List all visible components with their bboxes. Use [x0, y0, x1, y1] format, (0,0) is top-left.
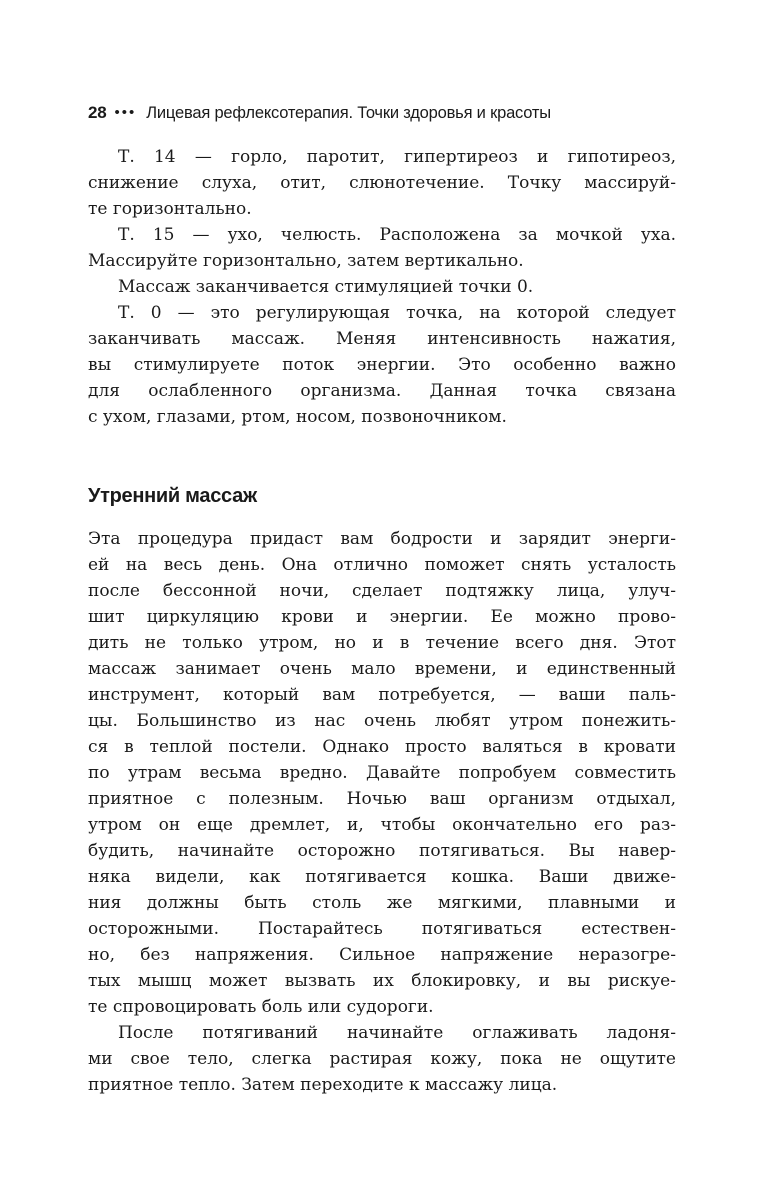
paragraph-block-morning-massage [88, 526, 676, 1098]
text-line: шит циркуляцию крови и энергии. Ее можно прово- [88, 607, 676, 627]
text-line: снижение слуха, отит, слюнотечение. Точку массируй- [88, 173, 676, 193]
text-line: после бессонной ночи, сделает подтяжку лица, улуч- [88, 581, 676, 601]
text-line: осторожными. Постарайтесь потягиваться естествен- [88, 919, 676, 939]
text-line: по утрам весьма вредно. Давайте попробуем совместить [88, 763, 676, 783]
text-line: Т. 14 — горло, паротит, гипертиреоз и гипотиреоз, [118, 147, 676, 167]
text-line: приятное тепло. Затем переходите к массажу лица. [88, 1075, 558, 1095]
text-line: тых мышц может вызвать их блокировку, и вы рискуе- [88, 971, 676, 991]
text-line: для ослабленного организма. Данная точка связана [88, 381, 676, 401]
text-line: ся в теплой постели. Однако просто валяться в кровати [88, 737, 676, 757]
text-line: ей на весь день. Она отлично поможет снять усталость [88, 555, 676, 575]
text-line: будить, начинайте осторожно потягиваться. Вы навер- [88, 841, 676, 861]
text-line: ния должны быть столь же мягкими, плавными и [88, 893, 676, 913]
text-line: ми свое тело, слегка растирая кожу, пока не ощутите [88, 1049, 676, 1069]
text-line: Массаж заканчивается стимуляцией точки 0. [118, 277, 534, 297]
text-line: те горизонтально. [88, 199, 252, 219]
page-number: 28 [88, 103, 107, 122]
text-line: вы стимулируете поток энергии. Это особенно важно [88, 355, 676, 375]
book-title: Лицевая рефлексотерапия. Точки здоровья и красоты [146, 104, 551, 122]
text-line: массаж занимает очень мало времени, и единственный [88, 659, 676, 679]
text-line: те спровоцировать боль или судороги. [88, 997, 434, 1017]
text-line: Эта процедура придаст вам бодрости и зарядит энерги- [88, 529, 676, 549]
text-line: заканчивать массаж. Меняя интенсивность нажатия, [88, 329, 676, 349]
text-line: Массируйте горизонтально, затем вертикально. [88, 251, 524, 271]
text-line: с ухом, глазами, ртом, носом, позвоночником. [88, 407, 507, 427]
text-line: инструмент, который вам потребуется, — ваши паль- [88, 685, 676, 705]
text-line: приятное с полезным. Ночью ваш организм отдыхал, [88, 789, 676, 809]
text-line: Т. 15 — ухо, челюсть. Расположена за мочкой уха. [118, 225, 676, 245]
paragraph-block-points [88, 144, 676, 430]
text-line: дить не только утром, но и в течение всего дня. Этот [88, 633, 676, 653]
text-line: утром он еще дремлет, и, чтобы окончательно его раз- [88, 815, 676, 835]
header-dots: ••• [114, 104, 137, 121]
text-line: После потягиваний начинайте оглаживать ладоня- [118, 1023, 676, 1043]
text-line: Т. 0 — это регулирующая точка, на которой следует [118, 303, 676, 323]
text-line: цы. Большинство из нас очень любят утром понежить- [88, 711, 676, 731]
running-header [88, 101, 688, 126]
text-line: но, без напряжения. Сильное напряжение неразогре- [88, 945, 676, 965]
text-line: няка видели, как потягивается кошка. Ваши движе- [88, 867, 676, 887]
section-heading: Утренний массаж [88, 485, 257, 507]
